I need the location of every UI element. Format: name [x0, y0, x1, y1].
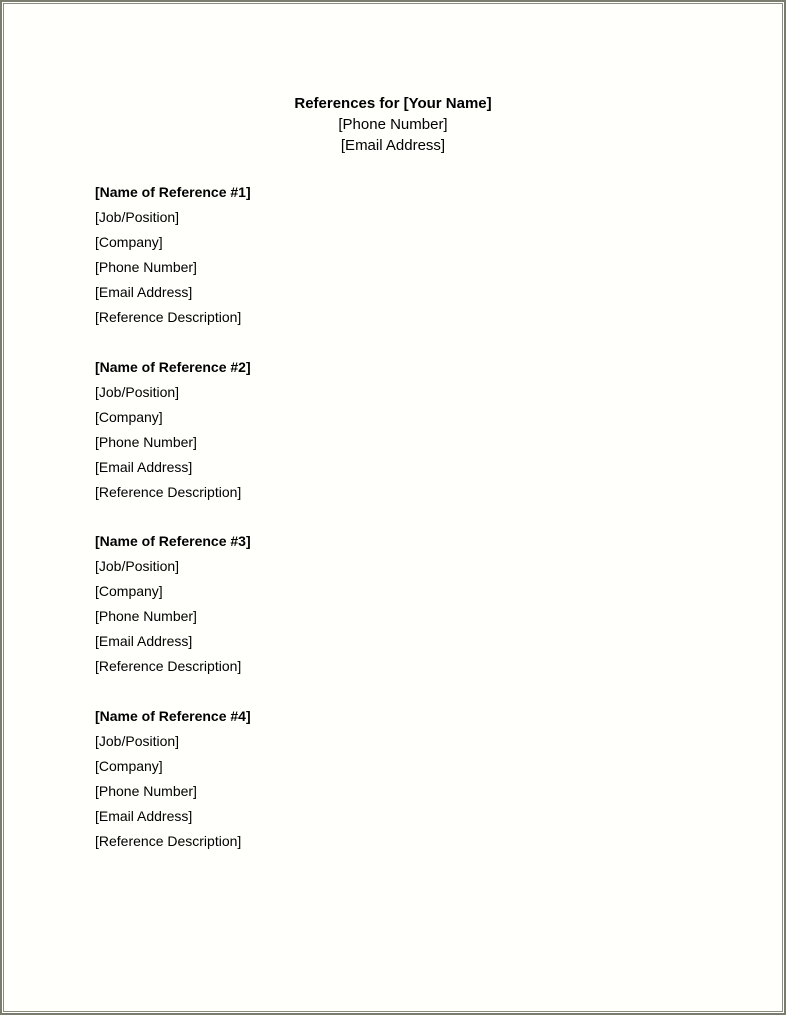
reference-company: [Company]: [95, 234, 163, 250]
reference-email: [Email Address]: [95, 633, 193, 649]
reference-company: [Company]: [95, 583, 163, 599]
reference-block-2: [95, 355, 251, 505]
reference-phone: [Phone Number]: [95, 433, 197, 450]
reference-block-1: [95, 180, 251, 330]
reference-block-4: [95, 704, 251, 854]
document-title: References for [Your Name]: [294, 95, 492, 112]
reference-company: [Company]: [95, 408, 163, 425]
reference-description: [Reference Description]: [95, 832, 242, 849]
header-phone: [Phone Number]: [338, 116, 448, 133]
reference-name: [Name of Reference #3]: [95, 533, 251, 549]
reference-email: [Email Address]: [95, 807, 193, 824]
reference-phone: [Phone Number]: [95, 608, 197, 624]
reference-name: [Name of Reference #1]: [95, 184, 251, 200]
reference-name: [Name of Reference #2]: [95, 358, 251, 375]
reference-email: [Email Address]: [95, 458, 193, 475]
reference-email: [Email Address]: [95, 284, 193, 300]
reference-job: [Job/Position]: [95, 383, 180, 400]
reference-description: [Reference Description]: [95, 483, 242, 500]
header-email: [Email Address]: [340, 137, 446, 154]
reference-company: [Company]: [95, 757, 163, 774]
references-list: [95, 180, 251, 878]
reference-name: [Name of Reference #4]: [95, 707, 251, 724]
reference-block-3: [95, 529, 251, 679]
reference-job: [Job/Position]: [95, 732, 180, 749]
reference-description: [Reference Description]: [95, 658, 242, 674]
reference-phone: [Phone Number]: [95, 782, 197, 799]
reference-description: [Reference Description]: [95, 309, 242, 325]
reference-job: [Job/Position]: [95, 209, 180, 225]
document-header: [0, 93, 786, 156]
reference-job: [Job/Position]: [95, 558, 180, 574]
reference-phone: [Phone Number]: [95, 259, 197, 275]
